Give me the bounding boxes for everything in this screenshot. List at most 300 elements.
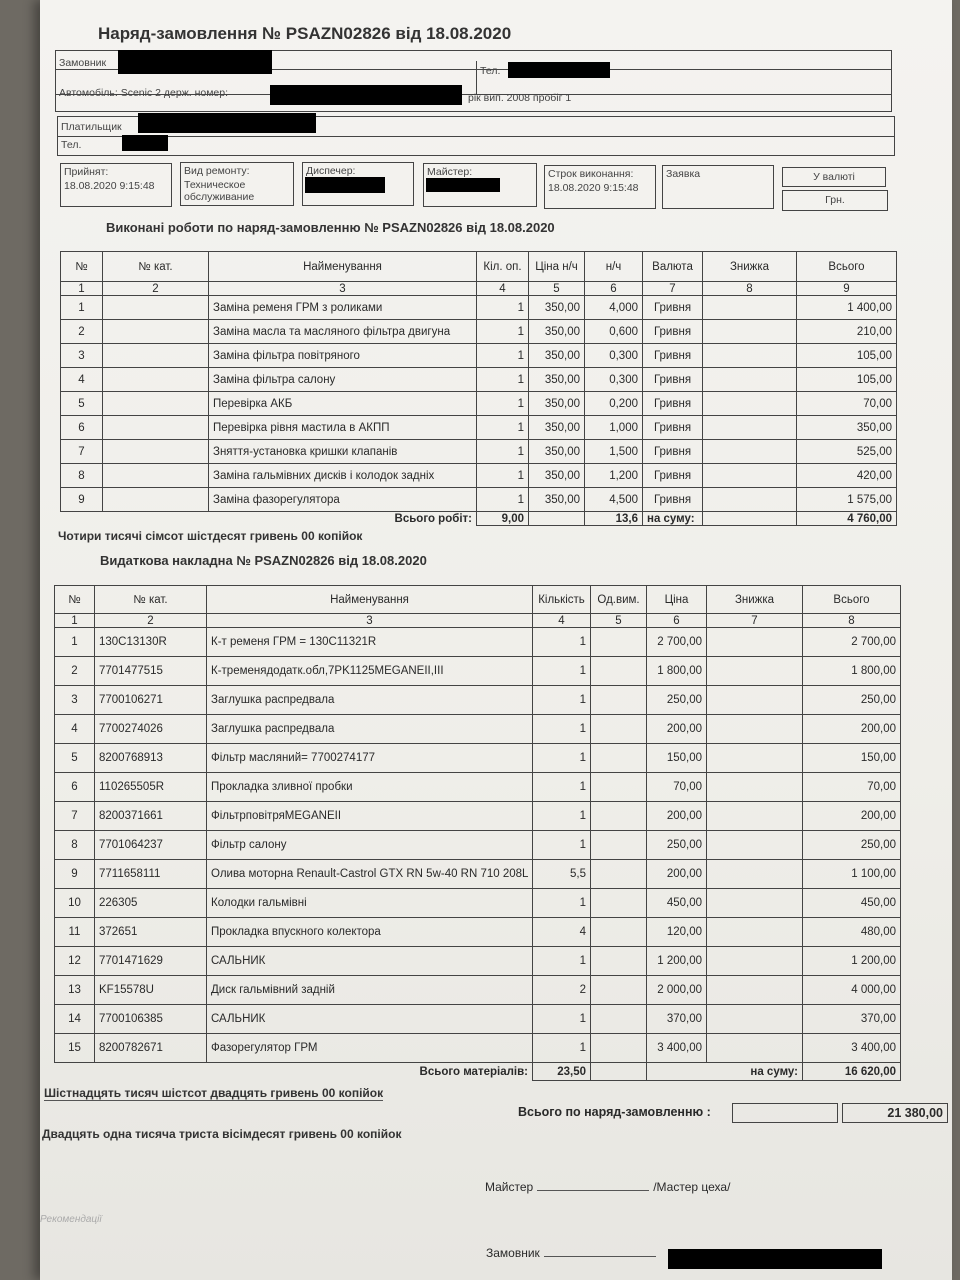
table-row <box>55 744 901 773</box>
redaction-dispatcher <box>305 177 385 193</box>
works-colnum: 6 <box>585 282 643 296</box>
work-row-discount <box>703 464 797 488</box>
material-row-unit <box>591 686 647 715</box>
request-box <box>662 165 774 209</box>
table-row <box>55 773 901 802</box>
work-row-name: Перевірка рівня мастила в АКПП <box>209 416 477 440</box>
material-row-discount <box>707 831 803 860</box>
table-row <box>61 440 897 464</box>
materials-header-row <box>55 586 901 614</box>
material-row-catalog: 372651 <box>95 918 207 947</box>
work-row-total: 105,00 <box>797 368 897 392</box>
material-row-discount <box>707 918 803 947</box>
material-row-catalog: 7701064237 <box>95 831 207 860</box>
work-row-name: Заміна гальмівних дисків і колодок задніх <box>209 464 477 488</box>
repair-value-1: Техническое <box>184 179 246 191</box>
work-row-price: 350,00 <box>529 440 585 464</box>
material-row-total: 1 200,00 <box>803 947 901 976</box>
material-row-name: Фазорегулятор ГРМ <box>207 1034 533 1063</box>
work-row-total: 525,00 <box>797 440 897 464</box>
work-row-qty: 1 <box>477 464 529 488</box>
deadline-box <box>544 165 656 209</box>
request-label: Заявка <box>666 168 701 180</box>
material-row-number: 6 <box>55 773 95 802</box>
material-row-total: 250,00 <box>803 831 901 860</box>
material-row-catalog: 130C13130R <box>95 628 207 657</box>
work-row-hours: 0,300 <box>585 368 643 392</box>
work-row-catalog <box>103 296 209 320</box>
material-row-total: 250,00 <box>803 686 901 715</box>
material-row-number: 3 <box>55 686 95 715</box>
works-colnum-row <box>61 282 897 296</box>
work-row-number: 8 <box>61 464 103 488</box>
material-row-catalog: 110265505R <box>95 773 207 802</box>
work-row-price: 350,00 <box>529 416 585 440</box>
materials-sum-for-label: на суму: <box>647 1063 803 1081</box>
table-row <box>55 628 901 657</box>
material-row-discount <box>707 860 803 889</box>
works-colnum: 4 <box>477 282 529 296</box>
material-row-catalog: 7700274026 <box>95 715 207 744</box>
material-row-qty: 1 <box>533 889 591 918</box>
material-row-total: 3 400,00 <box>803 1034 901 1063</box>
work-row-qty: 1 <box>477 320 529 344</box>
table-row <box>55 947 901 976</box>
material-row-number: 8 <box>55 831 95 860</box>
work-row-qty: 1 <box>477 392 529 416</box>
material-row-total: 70,00 <box>803 773 901 802</box>
table-row <box>55 860 901 889</box>
work-row-total: 1 400,00 <box>797 296 897 320</box>
material-row-discount <box>707 1005 803 1034</box>
redaction-car-number <box>270 85 462 105</box>
material-row-unit <box>591 947 647 976</box>
works-in-words: Чотири тисячі сімсот шістдесят гривень 00 копійок <box>58 529 363 543</box>
works-colnum: 5 <box>529 282 585 296</box>
works-header-cell: Ціна н/ч <box>529 252 585 282</box>
material-row-number: 4 <box>55 715 95 744</box>
material-row-total: 480,00 <box>803 918 901 947</box>
material-row-qty: 1 <box>533 686 591 715</box>
work-row-price: 350,00 <box>529 320 585 344</box>
material-row-name: САЛЬНИК <box>207 1005 533 1034</box>
material-row-catalog: 7701471629 <box>95 947 207 976</box>
work-row-hours: 0,200 <box>585 392 643 416</box>
materials-header-cell: Кількість <box>533 586 591 614</box>
works-header-cell: Найменування <box>209 252 477 282</box>
deadline-value: 18.08.2020 9:15:48 <box>548 182 639 194</box>
work-row-total: 105,00 <box>797 344 897 368</box>
work-row-currency: Гривня <box>643 392 703 416</box>
material-row-discount <box>707 686 803 715</box>
materials-table <box>54 585 901 1081</box>
work-row-currency: Гривня <box>643 368 703 392</box>
work-row-discount <box>703 488 797 512</box>
works-sum-qty: 9,00 <box>477 512 529 526</box>
materials-colnum: 5 <box>591 614 647 628</box>
work-row-name: Заміна фільтра салону <box>209 368 477 392</box>
material-row-qty: 2 <box>533 976 591 1005</box>
material-row-catalog: KF15578U <box>95 976 207 1005</box>
material-row-qty: 1 <box>533 657 591 686</box>
table-row <box>55 918 901 947</box>
materials-sum-total: 16 620,00 <box>803 1063 901 1081</box>
material-row-name: Колодки гальмівні <box>207 889 533 918</box>
materials-sum-row <box>55 1063 901 1081</box>
material-row-name: САЛЬНИК <box>207 947 533 976</box>
master-signature-line <box>537 1190 649 1191</box>
work-row-currency: Гривня <box>643 440 703 464</box>
table-row <box>55 657 901 686</box>
works-header-cell: № <box>61 252 103 282</box>
material-row-number: 7 <box>55 802 95 831</box>
currency-value-box: Грн. <box>782 190 888 211</box>
works-colnum: 9 <box>797 282 897 296</box>
materials-header-cell: № <box>55 586 95 614</box>
material-row-discount <box>707 802 803 831</box>
document-page <box>40 0 952 1280</box>
material-row-name: К-т ременя ГРМ = 130C11321R <box>207 628 533 657</box>
work-row-number: 4 <box>61 368 103 392</box>
car-label: Автомобіль: Scenic 2 держ. номер: <box>59 87 229 99</box>
grand-in-words: Двадцять одна тисяча триста вісімдесят гривень 00 копійок <box>42 1127 402 1141</box>
material-row-unit <box>591 773 647 802</box>
work-row-qty: 1 <box>477 488 529 512</box>
work-row-hours: 0,300 <box>585 344 643 368</box>
material-row-unit <box>591 976 647 1005</box>
customer-signature-line <box>544 1256 656 1257</box>
material-row-qty: 1 <box>533 1005 591 1034</box>
materials-colnum: 6 <box>647 614 707 628</box>
work-row-qty: 1 <box>477 344 529 368</box>
material-row-qty: 1 <box>533 947 591 976</box>
works-colnum: 3 <box>209 282 477 296</box>
material-row-catalog: 226305 <box>95 889 207 918</box>
material-row-unit <box>591 1005 647 1034</box>
table-row <box>61 464 897 488</box>
materials-colnum: 8 <box>803 614 901 628</box>
material-row-number: 14 <box>55 1005 95 1034</box>
grand-total-value: 21 380,00 <box>842 1103 948 1123</box>
table-row <box>61 344 897 368</box>
table-row <box>55 889 901 918</box>
master-signature-label: Майстер <box>485 1180 534 1194</box>
material-row-qty: 1 <box>533 831 591 860</box>
material-row-number: 1 <box>55 628 95 657</box>
repair-type-box <box>180 162 294 206</box>
work-row-price: 350,00 <box>529 488 585 512</box>
works-sum-for-label: на суму: <box>643 512 703 526</box>
table-row <box>55 1005 901 1034</box>
material-row-catalog: 7711658111 <box>95 860 207 889</box>
work-row-discount <box>703 344 797 368</box>
material-row-name: К-тременядодатк.обл,7PK1125MEGANEII,III <box>207 657 533 686</box>
material-row-discount <box>707 628 803 657</box>
materials-header-cell: № кат. <box>95 586 207 614</box>
work-row-currency: Гривня <box>643 344 703 368</box>
work-row-name: Перевірка АКБ <box>209 392 477 416</box>
material-row-qty: 4 <box>533 918 591 947</box>
material-row-unit <box>591 918 647 947</box>
material-row-price: 250,00 <box>647 831 707 860</box>
material-row-number: 15 <box>55 1034 95 1063</box>
table-row <box>61 488 897 512</box>
material-row-number: 5 <box>55 744 95 773</box>
work-row-hours: 1,200 <box>585 464 643 488</box>
work-row-discount <box>703 296 797 320</box>
material-row-price: 370,00 <box>647 1005 707 1034</box>
material-row-total: 370,00 <box>803 1005 901 1034</box>
material-row-discount <box>707 744 803 773</box>
works-sum-total: 4 760,00 <box>797 512 897 526</box>
table-row <box>55 831 901 860</box>
work-row-qty: 1 <box>477 368 529 392</box>
material-row-price: 200,00 <box>647 860 707 889</box>
deadline-label: Строк виконання: <box>548 168 634 180</box>
redaction-phone <box>508 62 610 78</box>
master-signature <box>485 1180 730 1194</box>
table-row <box>61 392 897 416</box>
accepted-label: Прийнят: <box>64 166 109 178</box>
materials-header-cell: Знижка <box>707 586 803 614</box>
faint-recommendations: Рекомендації <box>40 1214 102 1225</box>
work-row-currency: Гривня <box>643 488 703 512</box>
materials-colnum: 7 <box>707 614 803 628</box>
work-row-name: Заміна ременя ГРМ з роликами <box>209 296 477 320</box>
works-colnum: 8 <box>703 282 797 296</box>
work-row-qty: 1 <box>477 416 529 440</box>
materials-in-words: Шістнадцять тисяч шістсот двадцять гривень 00 копійок <box>44 1086 384 1100</box>
work-row-number: 9 <box>61 488 103 512</box>
work-row-discount <box>703 392 797 416</box>
customer-label: Замовник <box>59 57 107 69</box>
works-colnum: 7 <box>643 282 703 296</box>
material-row-name: Олива моторна Renault-Castrol GTX RN 5w-40 RN 710 208L <box>207 860 533 889</box>
table-row <box>55 686 901 715</box>
master-label: Майстер: <box>427 166 473 178</box>
work-row-number: 7 <box>61 440 103 464</box>
table-row <box>55 976 901 1005</box>
table-row <box>61 416 897 440</box>
material-row-number: 11 <box>55 918 95 947</box>
customer-signature <box>486 1246 660 1260</box>
table-row <box>61 368 897 392</box>
table-row <box>55 1034 901 1063</box>
table-row <box>61 296 897 320</box>
material-row-name: Заглушка распредвала <box>207 715 533 744</box>
material-row-catalog: 7700106271 <box>95 686 207 715</box>
material-row-qty: 1 <box>533 802 591 831</box>
work-row-total: 210,00 <box>797 320 897 344</box>
work-row-total: 350,00 <box>797 416 897 440</box>
material-row-name: Фільтр масляний= 7700274177 <box>207 744 533 773</box>
works-title: Виконані роботи по наряд-замовленню № PSAZN02826 від 18.08.2020 <box>106 220 555 235</box>
material-row-price: 70,00 <box>647 773 707 802</box>
material-row-name: Прокладка зливної пробки <box>207 773 533 802</box>
material-row-total: 1 800,00 <box>803 657 901 686</box>
materials-header-cell: Всього <box>803 586 901 614</box>
work-row-price: 350,00 <box>529 392 585 416</box>
material-row-qty: 5,5 <box>533 860 591 889</box>
works-sum-hours: 13,6 <box>585 512 643 526</box>
material-row-catalog: 8200768913 <box>95 744 207 773</box>
material-row-total: 1 100,00 <box>803 860 901 889</box>
material-row-unit <box>591 715 647 744</box>
work-row-hours: 4,000 <box>585 296 643 320</box>
works-sum-row <box>61 512 897 526</box>
material-row-price: 2 700,00 <box>647 628 707 657</box>
material-row-price: 2 000,00 <box>647 976 707 1005</box>
material-row-catalog: 7700106385 <box>95 1005 207 1034</box>
dispatcher-label: Диспечер: <box>306 165 356 177</box>
materials-sum-label: Всього матеріалів: <box>419 1065 528 1078</box>
work-row-hours: 1,000 <box>585 416 643 440</box>
material-row-price: 200,00 <box>647 715 707 744</box>
work-row-currency: Гривня <box>643 296 703 320</box>
material-row-number: 10 <box>55 889 95 918</box>
table-row <box>61 320 897 344</box>
work-row-name: Заміна масла та масляного фільтра двигуна <box>209 320 477 344</box>
works-colnum: 1 <box>61 282 103 296</box>
material-row-catalog: 7701477515 <box>95 657 207 686</box>
works-table <box>60 251 897 526</box>
works-header-cell: № кат. <box>103 252 209 282</box>
material-row-discount <box>707 715 803 744</box>
work-row-price: 350,00 <box>529 464 585 488</box>
works-header-row <box>61 252 897 282</box>
car-year: рік вип. 2008 пробіг 1 <box>468 92 572 104</box>
material-row-price: 150,00 <box>647 744 707 773</box>
work-row-total: 1 575,00 <box>797 488 897 512</box>
materials-sum-qty: 23,50 <box>533 1063 591 1081</box>
material-row-unit <box>591 889 647 918</box>
work-row-catalog <box>103 344 209 368</box>
material-row-price: 3 400,00 <box>647 1034 707 1063</box>
material-row-total: 150,00 <box>803 744 901 773</box>
work-row-name: Заміна фільтра повітряного <box>209 344 477 368</box>
material-row-catalog: 8200371661 <box>95 802 207 831</box>
material-row-name: Фільтр салону <box>207 831 533 860</box>
material-row-discount <box>707 889 803 918</box>
work-row-catalog <box>103 392 209 416</box>
material-row-total: 200,00 <box>803 802 901 831</box>
material-row-price: 120,00 <box>647 918 707 947</box>
materials-header-cell: Од.вим. <box>591 586 647 614</box>
work-row-number: 6 <box>61 416 103 440</box>
table-row <box>55 802 901 831</box>
material-row-unit <box>591 1034 647 1063</box>
work-row-discount <box>703 440 797 464</box>
work-row-currency: Гривня <box>643 416 703 440</box>
material-row-total: 4 000,00 <box>803 976 901 1005</box>
payer-phone-label: Тел. <box>61 139 82 151</box>
material-row-qty: 1 <box>533 715 591 744</box>
master-signature-suffix: /Мастер цеха/ <box>653 1180 731 1194</box>
redaction-customer-signature <box>668 1249 882 1269</box>
material-row-number: 13 <box>55 976 95 1005</box>
work-row-catalog <box>103 488 209 512</box>
work-row-hours: 1,500 <box>585 440 643 464</box>
document-title: Наряд-замовлення № PSAZN02826 від 18.08.2020 <box>98 24 512 43</box>
work-row-number: 3 <box>61 344 103 368</box>
work-row-price: 350,00 <box>529 296 585 320</box>
work-row-currency: Гривня <box>643 320 703 344</box>
works-header-cell: Валюта <box>643 252 703 282</box>
work-row-price: 350,00 <box>529 368 585 392</box>
work-row-discount <box>703 368 797 392</box>
redaction-payer-phone <box>122 135 168 151</box>
work-row-price: 350,00 <box>529 344 585 368</box>
materials-colnum: 2 <box>95 614 207 628</box>
works-header-cell: Знижка <box>703 252 797 282</box>
materials-header-cell: Найменування <box>207 586 533 614</box>
material-row-total: 200,00 <box>803 715 901 744</box>
materials-colnum: 4 <box>533 614 591 628</box>
materials-colnum: 3 <box>207 614 533 628</box>
accepted-box <box>60 163 172 207</box>
redaction-master <box>426 178 500 192</box>
work-row-catalog <box>103 464 209 488</box>
material-row-name: Заглушка распредвала <box>207 686 533 715</box>
work-row-hours: 4,500 <box>585 488 643 512</box>
repair-value-2: обслуживание <box>184 191 255 203</box>
material-row-price: 1 800,00 <box>647 657 707 686</box>
material-row-unit <box>591 831 647 860</box>
material-row-discount <box>707 947 803 976</box>
material-row-price: 250,00 <box>647 686 707 715</box>
grand-total-empty-box <box>732 1103 838 1123</box>
work-row-discount <box>703 416 797 440</box>
payer-label: Платильщик <box>61 121 122 133</box>
material-row-number: 12 <box>55 947 95 976</box>
accepted-value: 18.08.2020 9:15:48 <box>64 180 155 192</box>
work-row-catalog <box>103 320 209 344</box>
work-row-total: 70,00 <box>797 392 897 416</box>
work-row-name: Заміна фазорегулятора <box>209 488 477 512</box>
work-row-catalog <box>103 440 209 464</box>
works-header-cell: н/ч <box>585 252 643 282</box>
work-row-number: 1 <box>61 296 103 320</box>
material-row-qty: 1 <box>533 773 591 802</box>
work-row-total: 420,00 <box>797 464 897 488</box>
material-row-unit <box>591 628 647 657</box>
material-row-name: Прокладка впускного колектора <box>207 918 533 947</box>
material-row-name: Диск гальмівний задній <box>207 976 533 1005</box>
works-header-cell: Кіл. оп. <box>477 252 529 282</box>
table-row <box>55 715 901 744</box>
material-row-price: 200,00 <box>647 802 707 831</box>
materials-colnum: 1 <box>55 614 95 628</box>
redaction-customer <box>118 50 272 74</box>
material-row-discount <box>707 657 803 686</box>
grand-total-label: Всього по наряд-замовленню : <box>518 1105 711 1119</box>
currency-label-box: У валюті <box>782 167 886 187</box>
material-row-total: 450,00 <box>803 889 901 918</box>
material-row-qty: 1 <box>533 1034 591 1063</box>
material-row-price: 1 200,00 <box>647 947 707 976</box>
material-row-price: 450,00 <box>647 889 707 918</box>
work-row-qty: 1 <box>477 296 529 320</box>
customer-signature-label: Замовник <box>486 1246 540 1260</box>
redaction-payer <box>138 113 316 133</box>
work-row-discount <box>703 320 797 344</box>
material-row-qty: 1 <box>533 744 591 773</box>
material-row-discount <box>707 1034 803 1063</box>
work-row-number: 2 <box>61 320 103 344</box>
material-row-catalog: 8200782671 <box>95 1034 207 1063</box>
work-row-catalog <box>103 368 209 392</box>
material-row-number: 2 <box>55 657 95 686</box>
